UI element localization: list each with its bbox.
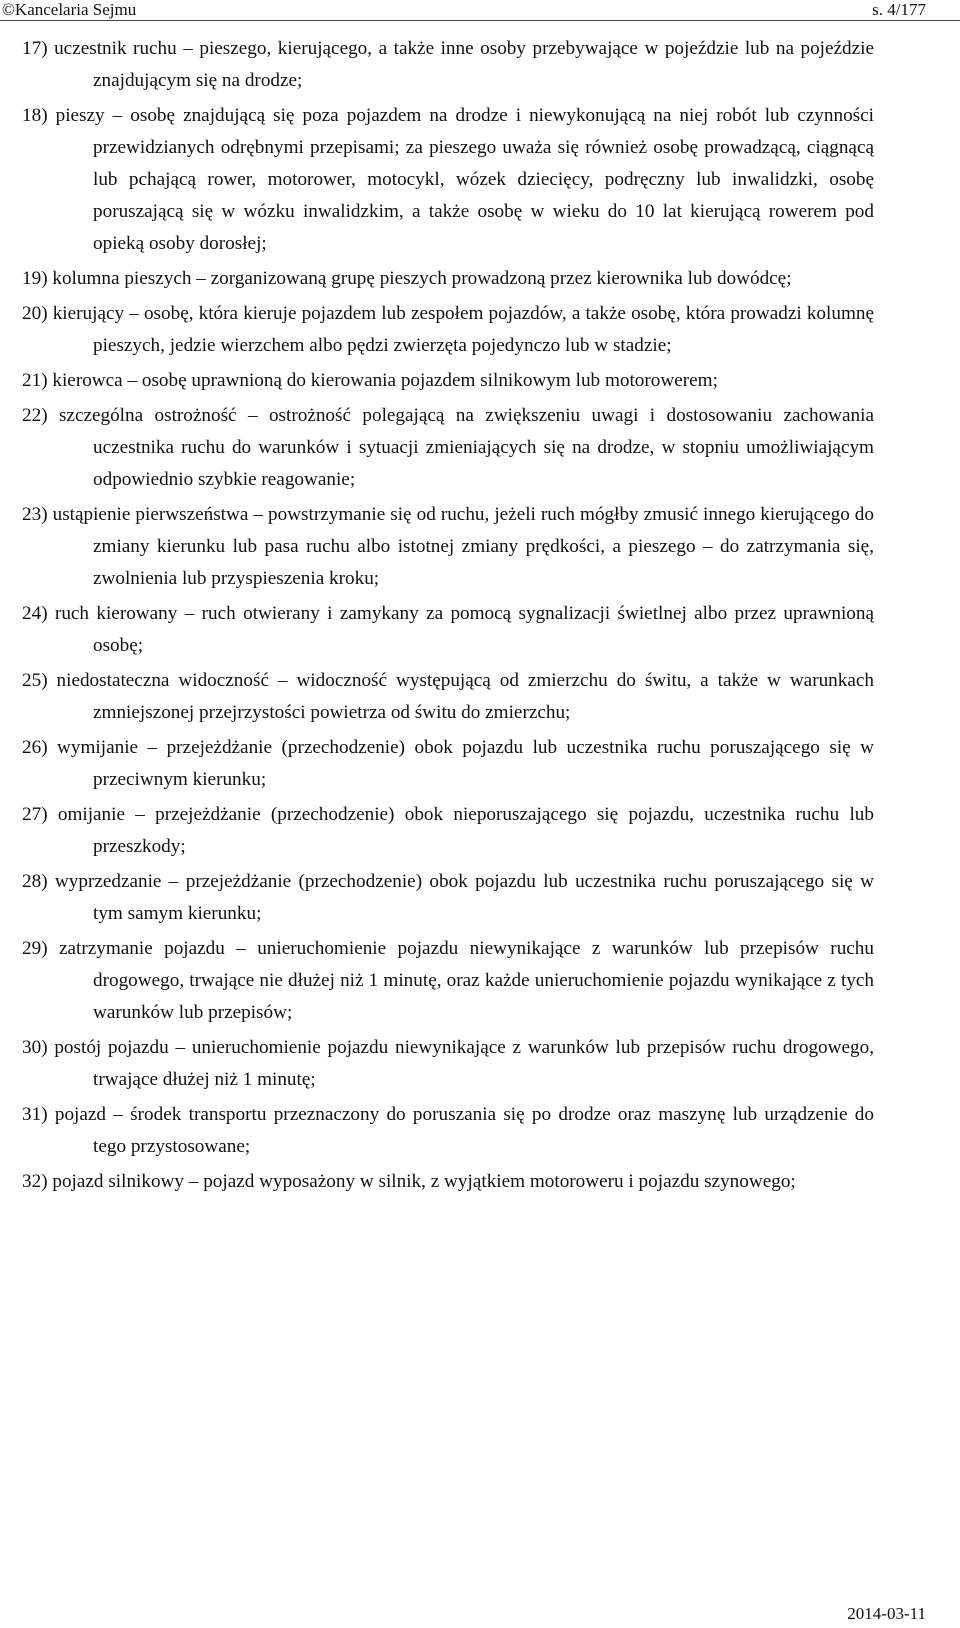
definition-item: 32) pojazd silnikowy – pojazd wyposażony w silnik, z wyjątkiem motoroweru i pojazdu szynowego;: [22, 1171, 796, 1192]
page-number: s. 4/177: [872, 0, 926, 19]
document-date: 2014-03-11: [847, 1604, 926, 1623]
copyright-label: ©Kancelaria Sejmu: [2, 0, 137, 19]
definition-item: 19) kolumna pieszych – zorganizowaną grupę pieszych prowadzoną przez kierownika lub dowódcę;: [22, 268, 792, 289]
definition-item: 29) zatrzymanie pojazdu – unieruchomienie pojazdu niewynikające z warunków lub przepisów ruchu drogowego, trwające nie dłużej niż 1 minutę, oraz każde unieruchomienie pojazdu wynikające z tych warunków lub przepisów;: [22, 938, 874, 1023]
definition-item: 31) pojazd – środek transportu przeznaczony do poruszania się po drodze oraz maszynę lub urządzenie do tego przystosowane;: [22, 1104, 874, 1157]
definitions-list: [22, 33, 874, 1201]
definition-item: 22) szczególna ostrożność – ostrożność polegającą na zwiększeniu uwagi i dostosowaniu zachowania uczestnika ruchu do warunków i sytuacji zmieniających się na drodze, w stopniu umożliwiającym odpowiednio szybkie reagowanie;: [22, 405, 874, 490]
definition-item: 27) omijanie – przejeżdżanie (przechodzenie) obok nieporuszającego się pojazdu, uczestnika ruchu lub przeszkody;: [22, 804, 874, 857]
definition-item: 20) kierujący – osobę, która kieruje pojazdem lub zespołem pojazdów, a także osobę, która prowadzi kolumnę pieszych, jedzie wierzchem albo pędzi zwierzęta pojedynczo lub w stadzie;: [22, 303, 874, 356]
definition-item: 17) uczestnik ruchu – pieszego, kierującego, a także inne osoby przebywające w pojeździe lub na pojeździe znajdującym się na drodze;: [22, 38, 874, 91]
definition-item: 18) pieszy – osobę znajdującą się poza pojazdem na drodze i niewykonującą na niej robót lub czynności przewidzianych odrębnymi przepisami; za pieszego uważa się również osobę prowadzącą, ciągnącą lub pchającą rower, motorower, motocykl, wózek dziecięcy, podręczny lub inwalidzki, osobę poruszającą się w wózku inwalidzkim, a także osobę w wieku do 10 lat kierującą rowerem pod opieką osoby dorosłej;: [22, 105, 874, 254]
page-header: [0, 0, 960, 21]
definition-item: 21) kierowca – osobę uprawnioną do kierowania pojazdem silnikowym lub motorowerem;: [22, 370, 718, 391]
definition-item: 25) niedostateczna widoczność – widoczność występującą od zmierzchu do świtu, a także w warunkach zmniejszonej przejrzystości powietrza od świtu do zmierzchu;: [22, 670, 874, 723]
definition-item: 30) postój pojazdu – unieruchomienie pojazdu niewynikające z warunków lub przepisów ruchu drogowego, trwające dłużej niż 1 minutę;: [22, 1037, 874, 1090]
definition-item: 28) wyprzedzanie – przejeżdżanie (przechodzenie) obok pojazdu lub uczestnika ruchu poruszającego się w tym samym kierunku;: [22, 871, 874, 924]
definition-item: 26) wymijanie – przejeżdżanie (przechodzenie) obok pojazdu lub uczestnika ruchu poruszającego się w przeciwnym kierunku;: [22, 737, 874, 790]
definition-item: 23) ustąpienie pierwszeństwa – powstrzymanie się od ruchu, jeżeli ruch mógłby zmusić innego kierującego do zmiany kierunku lub pasa ruchu albo istotnej zmiany prędkości, a pieszego – do zatrzymania się, zwolnienia lub przyspieszenia kroku;: [22, 504, 874, 589]
definition-item: 24) ruch kierowany – ruch otwierany i zamykany za pomocą sygnalizacji świetlnej albo przez uprawnioną osobę;: [22, 603, 874, 656]
